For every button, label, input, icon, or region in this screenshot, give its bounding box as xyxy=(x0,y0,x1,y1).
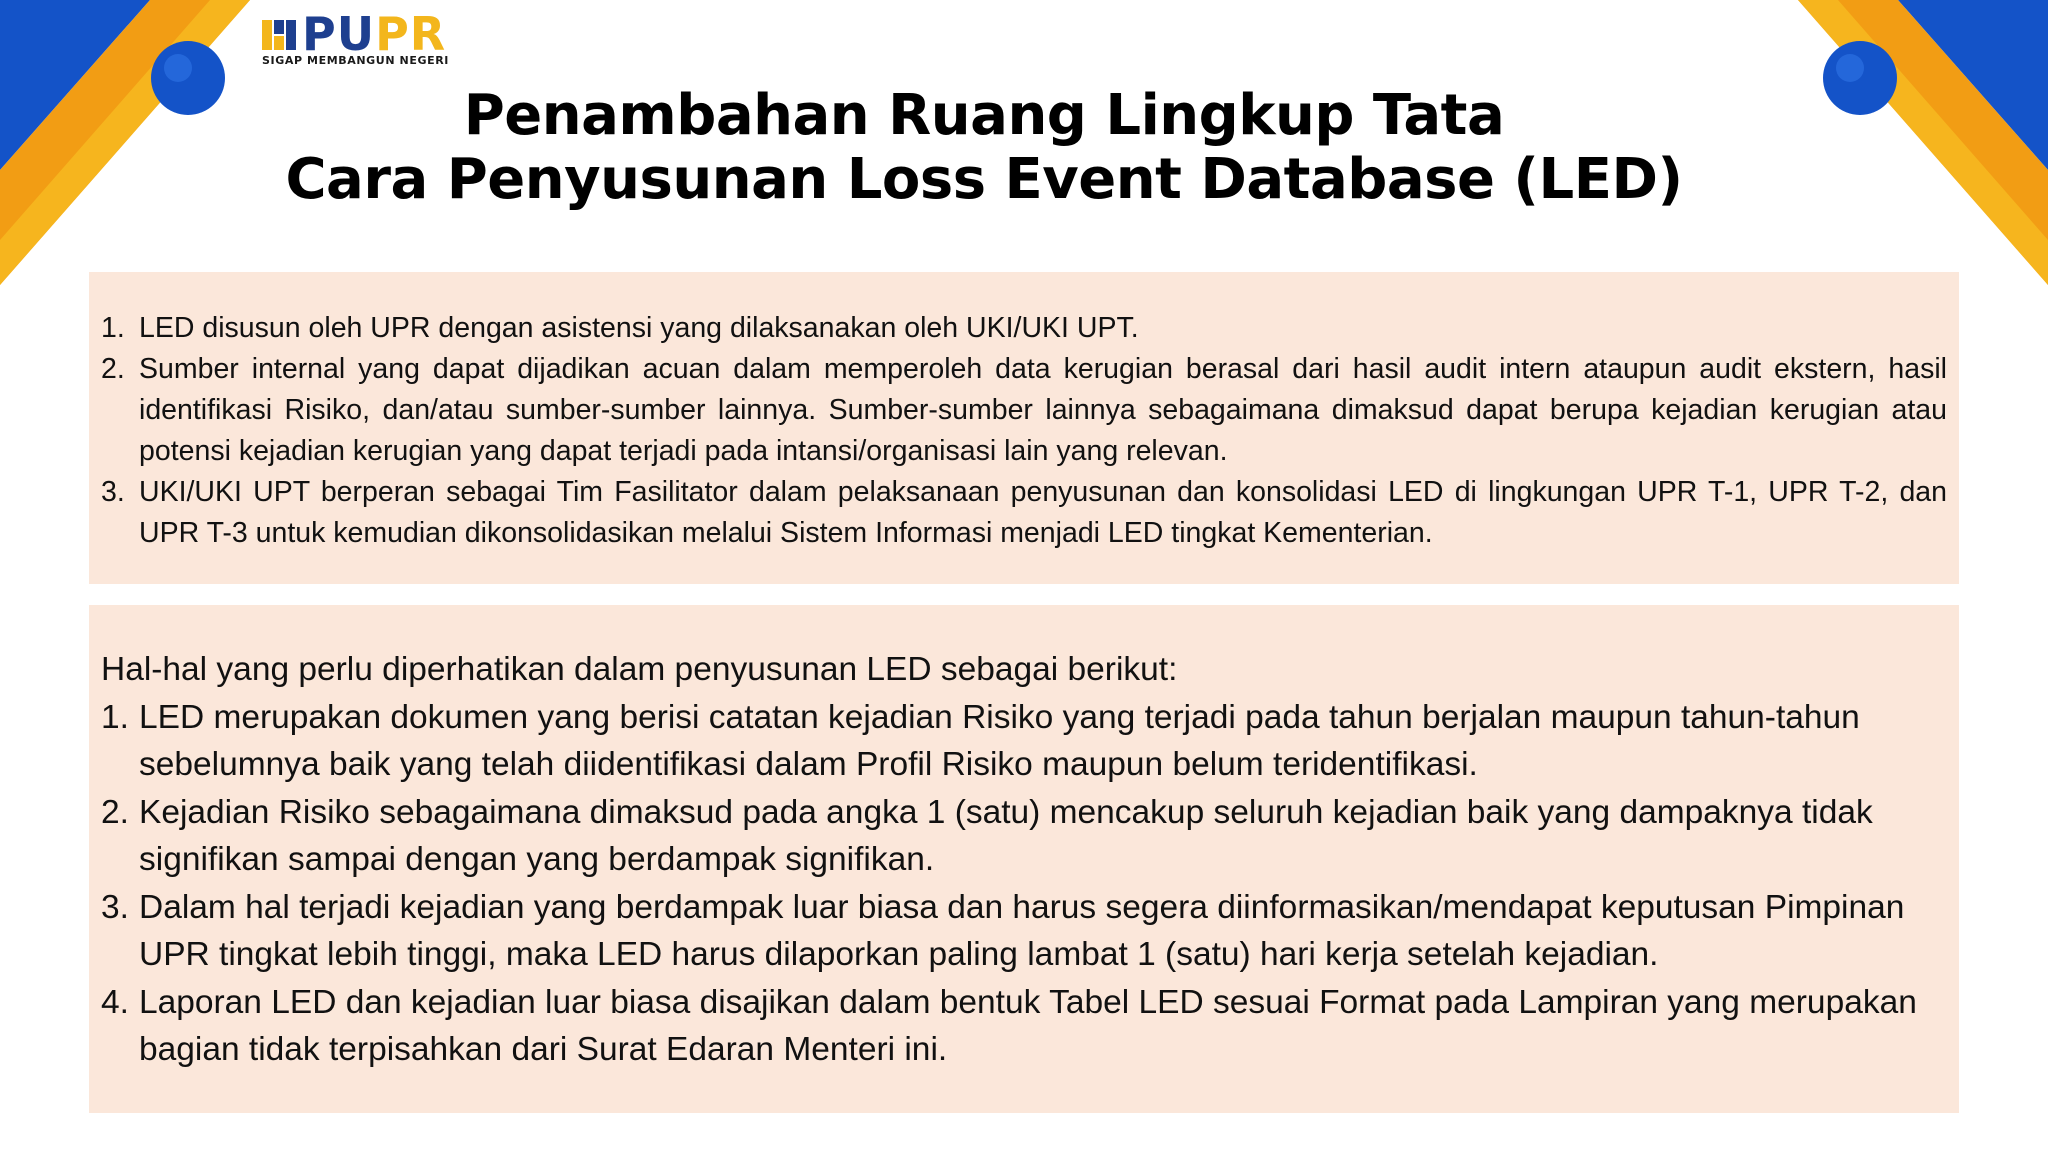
list-item xyxy=(101,979,1939,1074)
corner-circle-right xyxy=(1823,41,1897,115)
list-item xyxy=(101,308,1947,349)
list-item xyxy=(101,884,1939,979)
list-item xyxy=(101,789,1939,884)
list-item xyxy=(101,349,1947,472)
list-item-number: 4. xyxy=(101,983,129,1021)
considerations-intro: Hal-hal yang perlu diperhatikan dalam penyusunan LED sebagai berikut: xyxy=(101,651,1178,688)
list-item-text: LED merupakan dokumen yang berisi catatan kejadian Risiko yang terjadi pada tahun berjalan maupun tahun-tahun sebelumnya baik yang telah diidentifikasi dalam Profil Risiko maupun belum teridentifikasi. xyxy=(139,698,1860,783)
list-item-number: 2. xyxy=(101,353,125,385)
pupr-emblem-icon xyxy=(260,16,304,54)
list-item-text: Sumber internal yang dapat dijadikan acuan dalam memperoleh data kerugian berasal dari hasil audit intern ataupun audit ekstern, hasil identifikasi Risiko, dan/atau sumber-sumber lainnya. Sumber-sumber lainnya sebagaimana dimaksud dapat berupa kejadian kerugian atau potensi kejadian kerugian yang dapat terjadi pada intansi/organisasi lain yang relevan. xyxy=(139,353,1947,467)
considerations-panel xyxy=(89,605,1959,1113)
list-item-text: UKI/UKI UPT berperan sebagai Tim Fasilitator dalam pelaksanaan penyusunan dan konsolidasi LED di lingkungan UPR T-1, UPR T-2, dan UPR T-3 untuk kemudian dikonsolidasikan melalui Sistem Informasi menjadi LED tingkat Kementerian. xyxy=(139,476,1947,549)
corner-circle-left xyxy=(151,41,225,115)
list-item-text: Laporan LED dan kejadian luar biasa disajikan dalam bentuk Tabel LED sesuai Format pada Lampiran yang merupakan bagian tidak terpisahkan dari Surat Edaran Menteri ini. xyxy=(139,983,1917,1068)
list-item-number: 3. xyxy=(101,476,125,508)
pupr-logo xyxy=(258,7,468,72)
page-title-line-1: Penambahan Ruang Lingkup Tata xyxy=(463,83,1505,148)
list-item xyxy=(101,694,1939,789)
logo-wordmark: PUPR xyxy=(302,7,447,61)
corner-decoration-right xyxy=(1728,0,2048,300)
list-item-text: Dalam hal terjadi kejadian yang berdampak luar biasa dan harus segera diinformasikan/mendapat keputusan Pimpinan UPR tingkat lebih tinggi, maka LED harus dilaporkan paling lambat 1 (satu) hari kerja setelah kejadian. xyxy=(139,888,1905,973)
list-item-text: Kejadian Risiko sebagaimana dimaksud pada angka 1 (satu) mencakup seluruh kejadian baik yang dampaknya tidak signifikan sampai dengan yang berdampak signifikan. xyxy=(139,793,1873,878)
scope-panel xyxy=(89,272,1959,584)
list-item-number: 1. xyxy=(101,312,125,344)
scope-list xyxy=(101,308,1947,554)
page-title xyxy=(224,84,1744,212)
list-item xyxy=(101,472,1947,554)
list-item-number: 1. xyxy=(101,698,129,736)
logo-tagline: SIGAP MEMBANGUN NEGERI xyxy=(262,54,449,67)
considerations-list xyxy=(101,694,1939,1074)
list-item-number: 2. xyxy=(101,793,129,831)
page-title-line-2: Cara Penyusunan Loss Event Database (LED) xyxy=(285,147,1683,212)
list-item-number: 3. xyxy=(101,888,129,926)
list-item-text: LED disusun oleh UPR dengan asistensi yang dilaksanakan oleh UKI/UKI UPT. xyxy=(139,312,1139,344)
